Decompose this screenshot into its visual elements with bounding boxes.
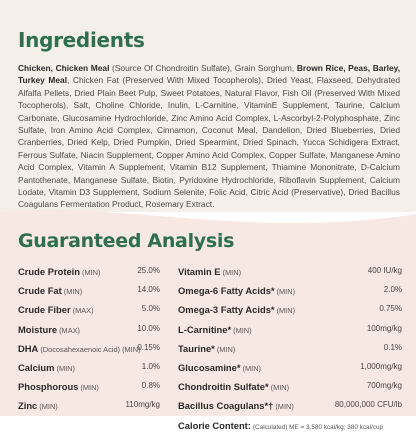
nutrient-qualifier: (MIN) bbox=[276, 306, 296, 316]
nutrient-value: 700mg/kg bbox=[366, 381, 402, 391]
nutrient-qualifier: (MIN) bbox=[80, 383, 99, 393]
nutrient-value: 25.0% bbox=[137, 266, 160, 275]
ingredient-highlight: Chicken, bbox=[18, 63, 53, 73]
nutrient-value: 400 IU/kg bbox=[367, 266, 402, 275]
nutrient-qualifier: (MIN) bbox=[233, 325, 252, 335]
nutrient-name: DHA bbox=[18, 342, 39, 354]
nutrient-name: Zinc bbox=[18, 400, 38, 412]
nutrient-name: Glucosamine* bbox=[178, 361, 241, 373]
ingredients-title: Ingredients bbox=[18, 28, 145, 52]
analysis-row bbox=[18, 304, 160, 323]
nutrient-name: Calcium bbox=[18, 361, 55, 373]
nutrient-qualifier: (MAX) bbox=[72, 306, 94, 316]
nutrient-value: 5.0% bbox=[141, 304, 160, 314]
nutrient-value: 0.1% bbox=[383, 342, 402, 352]
nutrient-value: 1.0% bbox=[141, 361, 160, 371]
ingredient-text: (Source Of Chondroitin Sulfate), Grain Sorghum, bbox=[109, 63, 297, 73]
analysis-row bbox=[18, 266, 160, 285]
nutrient-qualifier: (MIN) bbox=[56, 363, 75, 373]
ingredients-list bbox=[18, 62, 400, 211]
nutrient-qualifier: (MIN) bbox=[270, 383, 290, 393]
guaranteed-analysis-title: Guaranteed Analysis bbox=[18, 230, 235, 252]
analysis-row bbox=[178, 304, 402, 323]
nutrient-name: Crude Protein bbox=[18, 266, 80, 277]
nutrient-name: Crude Fat bbox=[18, 285, 62, 297]
nutrient-qualifier: (Docosahexaenoic Acid) (MIN) bbox=[40, 344, 141, 354]
analysis-row bbox=[178, 420, 402, 439]
nutrient-qualifier: (Calculated) ME = 3,580 kcal/kg; 380 kcal/cup bbox=[252, 423, 384, 431]
nutrient-qualifier: (MAX) bbox=[59, 325, 81, 335]
nutrient-name: Taurine* bbox=[178, 342, 215, 354]
nutrient-value: 100mg/kg bbox=[366, 323, 402, 333]
analysis-row bbox=[178, 324, 402, 343]
analysis-left-column bbox=[18, 266, 160, 420]
analysis-row bbox=[178, 343, 402, 362]
nutrient-name: Phosphorous bbox=[18, 381, 79, 393]
analysis-row bbox=[178, 285, 402, 304]
nutrient-value: 110mg/kg bbox=[125, 400, 160, 410]
ingredient-text: , Chicken Fat (Preserved With Mixed Tocopherols), Dried Yeast, Flaxseed, Dehydrated Alfalfa Pellets, Dried Plain Beet Pulp, Sweet Potatoes, Natural Flavor, Fish Oil (Preserved With Mixed Tocopherols), Salt, Choline Chloride, Inulin, L-Carnitine, VitaminE Supplement, Taurine, Calcium Carbonate, Glucosamine Hydrochloride, Zinc Amino Acid Complex, L-Ascorbyl-2-Polyphosphate, Zinc Sulfate, Iron Amino Acid Complex, Cinnamon, Coconut Meal, Dandelion, Dried Blueberries, Dried Cranberries, Dried Kelp, Dried Pumpkin, Dried Spearmint, Dried Spinach, Yucca Schidigera Extract, Ferrous Sulfate, Niacin Supplement, Copper Amino Acid Complex, Copper Sulfate, Manganese Amino Acid Complex, Vitamin A Supplement, Vitamin B12 Supplement, Thiamine Mononitrate, D-Calcium Pantothenate, Manganese Sulfate, Biotin, Pyridoxine Hydrochloride, Riboflavin Supplement, Calcium Lodate, Vitamin D3 Supplement, Sodium Selenite, Folic Acid, Citric Acid (Preservative), Dried Bacillus Coagulans Fermentation Product, Rosemary Extract. bbox=[18, 75, 400, 210]
nutrient-name: Chondroitin Sulfate* bbox=[178, 381, 269, 393]
nutrient-qualifier: (MIN) bbox=[222, 268, 242, 277]
nutrient-value: 14.0% bbox=[137, 285, 160, 295]
nutrient-name: Bacillus Coagulans*† bbox=[178, 400, 274, 412]
analysis-row bbox=[178, 266, 402, 285]
nutrient-qualifier: (MIN) bbox=[216, 344, 236, 354]
analysis-right-column bbox=[178, 266, 402, 439]
analysis-row bbox=[18, 381, 160, 400]
nutrient-name: Crude Fiber bbox=[18, 304, 71, 316]
nutrient-name: Omega-3 Fatty Acids* bbox=[178, 304, 275, 316]
nutrient-name: Moisture bbox=[18, 323, 58, 335]
nutrient-qualifier: (MIN) bbox=[63, 287, 83, 297]
analysis-row bbox=[18, 400, 160, 419]
ingredient-highlight: Chicken Meal bbox=[55, 63, 110, 73]
nutrient-qualifier: (MIN) bbox=[242, 363, 262, 373]
nutrient-value: 1,000mg/kg bbox=[360, 361, 402, 371]
nutrient-value: 10.0% bbox=[137, 323, 160, 333]
nutrient-qualifier: (MIN) bbox=[39, 402, 58, 412]
analysis-row bbox=[178, 381, 402, 400]
nutrient-name: L-Carnitine* bbox=[178, 323, 232, 335]
ingredient-highlight: Brown Rice, Peas, Barley, Turkey Meal bbox=[18, 63, 401, 86]
nutrient-value: 0.8% bbox=[141, 381, 160, 391]
nutrient-name: Omega-6 Fatty Acids* bbox=[178, 285, 275, 297]
nutrient-name: Vitamin E bbox=[178, 266, 221, 277]
nutrient-name: Calorie Content: bbox=[178, 419, 251, 431]
nutrient-value: 80,000,000 CFU/lb bbox=[334, 400, 402, 410]
nutrient-qualifier: (MIN) bbox=[275, 402, 294, 412]
nutrient-value: 0.15% bbox=[137, 342, 160, 352]
analysis-row bbox=[18, 362, 160, 381]
analysis-row bbox=[18, 343, 160, 362]
analysis-row bbox=[18, 324, 160, 343]
analysis-row bbox=[18, 285, 160, 304]
nutrient-qualifier: (MIN) bbox=[82, 268, 101, 277]
nutrient-value: 2.0% bbox=[383, 285, 402, 295]
analysis-row bbox=[178, 362, 402, 381]
nutrient-value: 0.75% bbox=[379, 304, 402, 314]
analysis-row bbox=[178, 400, 402, 419]
nutrient-qualifier: (MIN) bbox=[276, 287, 296, 297]
